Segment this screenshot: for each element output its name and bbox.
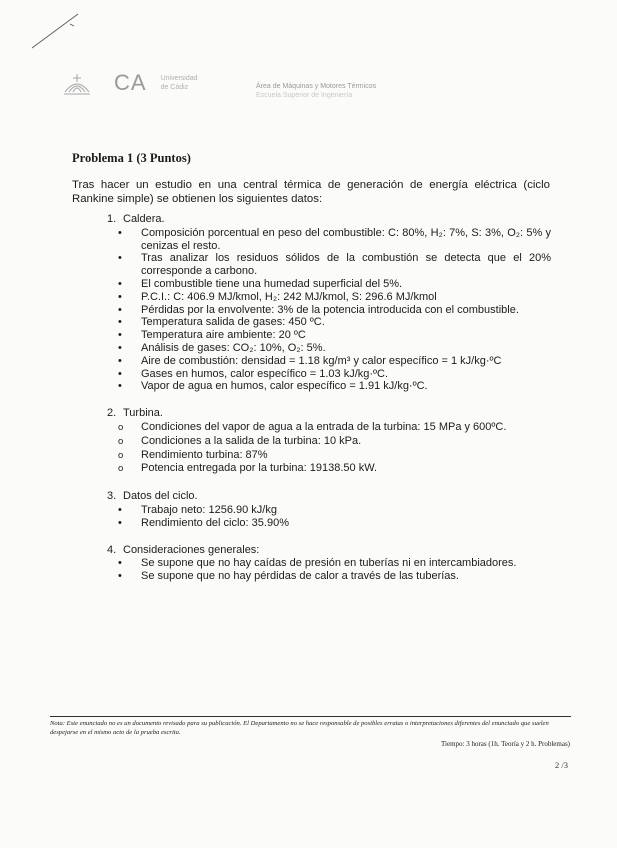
section-heading	[107, 490, 551, 503]
problem-section	[107, 544, 551, 583]
list-item	[118, 462, 551, 476]
logo-initials: CA	[114, 70, 147, 95]
bullet-icon	[118, 227, 141, 240]
section-heading	[107, 213, 551, 226]
university-emblem-icon	[62, 70, 92, 96]
list-item-text: Tras analizar los residuos sólidos de la combustión se detecta que el 20% corresponde a carbono.	[141, 252, 551, 278]
section-number: 1.	[107, 213, 117, 225]
list-item-text: Condiciones del vapor de agua a la entrada de la turbina: 15 MPa y 600ºC.	[141, 420, 507, 433]
problem-section	[107, 407, 551, 476]
problem-sections	[107, 213, 551, 597]
bullet-icon	[118, 380, 141, 393]
section-title: Datos del ciclo.	[123, 490, 198, 503]
section-items	[118, 421, 551, 476]
section-number: 4.	[107, 543, 117, 556]
list-item	[118, 316, 551, 329]
bullet-icon	[118, 504, 141, 517]
list-item	[118, 557, 551, 570]
footer-note: Nota: Este enunciado no es un documento revisado para su publicación. El Departamento no se hace responsable de posibles erratas o interpretaciones diferentes del enunciado que suelen despejarse en el mismo acto de la prueba escrita.	[50, 720, 549, 736]
list-item-text: Potencia entregada por la turbina: 19138.50 kW.	[141, 462, 378, 475]
university-logo	[62, 70, 198, 96]
list-item	[118, 435, 551, 449]
circle-bullet-icon	[118, 435, 141, 449]
list-item	[118, 504, 551, 517]
list-item	[118, 368, 551, 381]
list-item-text: Vapor de agua en humos, calor específico = 1.91 kJ/kg·ºC.	[141, 380, 428, 393]
list-item-text: Análisis de gases: CO₂: 10%, O₂: 5%.	[141, 341, 326, 354]
list-item	[118, 252, 551, 278]
bullet-icon	[118, 342, 141, 355]
bullet-icon	[118, 517, 141, 530]
list-item-text: Rendimiento turbina: 87%	[141, 448, 268, 461]
section-items	[118, 557, 551, 583]
list-item	[118, 380, 551, 393]
list-item	[118, 449, 551, 463]
bullet-icon	[118, 278, 141, 291]
section-number: 3.	[107, 490, 117, 503]
circle-bullet-icon	[118, 421, 141, 435]
list-item	[118, 421, 551, 435]
list-item	[118, 304, 551, 317]
bullet-icon	[118, 355, 141, 368]
list-item-text: Temperatura aire ambiente: 20 ºC	[141, 329, 306, 342]
list-item	[118, 291, 551, 304]
section-heading	[107, 407, 551, 420]
section-items	[118, 504, 551, 530]
bullet-icon	[118, 252, 141, 265]
problem-title: Problema 1 (3 Puntos)	[72, 151, 191, 165]
circle-bullet-icon	[118, 462, 141, 476]
bullet-icon	[118, 291, 141, 304]
exam-time: Tiempo: 3 horas (1h. Teoría y 2 h. Problemas)	[441, 740, 570, 748]
department-header: Área de Máquinas y Motores Térmicos Escuela Superior de Ingeniería	[256, 83, 377, 99]
bullet-icon	[118, 368, 141, 381]
list-item	[118, 355, 551, 368]
list-item-text: Gases en humos, calor específico = 1.03 kJ/kg·ºC.	[141, 367, 389, 380]
list-item	[118, 329, 551, 342]
bullet-icon	[118, 570, 141, 583]
list-item-text: Composición porcentual en peso del combustible: C: 80%, H₂: 7%, S: 3%, O₂: 5% y cenizas el resto.	[141, 226, 551, 252]
list-item-text: P.C.I.: C: 406.9 MJ/kmol, H₂: 242 MJ/kmol, S: 296.6 MJ/kmol	[141, 290, 437, 303]
bullet-icon	[118, 329, 141, 342]
problem-section	[107, 213, 551, 393]
bullet-icon	[118, 557, 141, 570]
section-title: Consideraciones generales:	[123, 543, 260, 556]
problem-section	[107, 490, 551, 529]
section-number: 2.	[107, 407, 117, 420]
bullet-icon	[118, 304, 141, 317]
list-item-text: Condiciones a la salida de la turbina: 10 kPa.	[141, 434, 362, 447]
list-item-text: Aire de combustión: densidad = 1.18 kg/m³ y calor específico = 1 kJ/kg·ºC	[141, 354, 502, 367]
page-number: 2 /3	[555, 760, 568, 770]
list-item	[118, 517, 551, 530]
list-item-text: Rendimiento del ciclo: 35.90%	[141, 516, 289, 529]
list-item-text: Trabajo neto: 1256.90 kJ/kg	[141, 503, 277, 516]
problem-intro: Tras hacer un estudio en una central térmica de generación de energía eléctrica (ciclo Rankine simple) se obtienen los siguientes datos:	[72, 179, 550, 205]
list-item	[118, 227, 551, 253]
list-item-text: El combustible tiene una humedad superficial del 5%.	[141, 277, 403, 290]
section-items	[118, 227, 551, 393]
footer-divider	[50, 716, 571, 717]
bullet-icon	[118, 316, 141, 329]
section-heading	[107, 544, 551, 557]
list-item-text: Se supone que no hay pérdidas de calor a través de las tuberías.	[141, 570, 459, 583]
pencil-mark	[30, 10, 90, 50]
university-name: Universidad de Cádiz	[160, 75, 198, 91]
list-item	[118, 570, 551, 583]
list-item-text: Se supone que no hay caídas de presión en tuberías ni en intercambiadores.	[141, 557, 517, 570]
section-title: Turbina.	[123, 407, 163, 420]
circle-bullet-icon	[118, 449, 141, 463]
list-item-text: Pérdidas por la envolvente: 3% de la potencia introducida con el combustible.	[141, 303, 519, 316]
list-item	[118, 278, 551, 291]
list-item-text: Temperatura salida de gases: 450 ºC.	[141, 316, 325, 329]
section-title: Caldera.	[123, 213, 165, 225]
list-item	[118, 342, 551, 355]
